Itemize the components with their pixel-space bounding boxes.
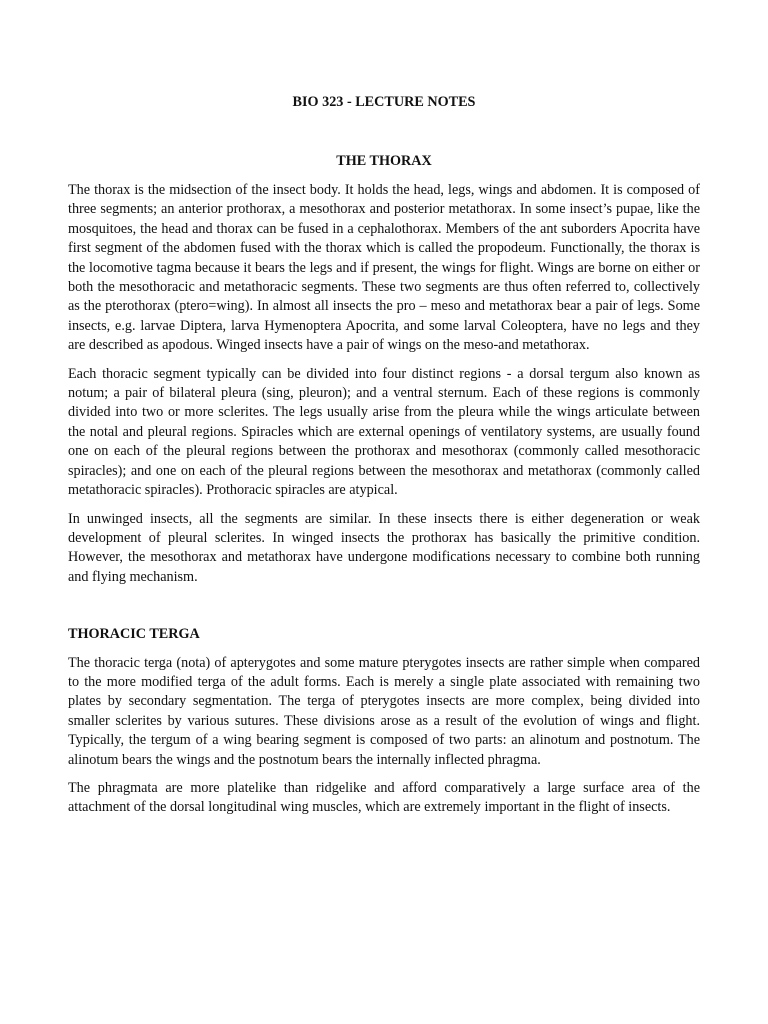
subsection-title: THORACIC TERGA	[68, 626, 200, 643]
paragraph-thoracic-regions: Each thoracic segment typically can be divided into four distinct regions - a dorsal tergum also known as notum; a pair of bilateral pleura (sing, pleuron); and a ventral sternum. Each of these regions is commonly divided into two or more sclerites. The legs usually arise from the pleura while the wings articulate between the notal and pleural regions. Spiracles which are external openings of ventilatory systems, are usually found one on each of the pleural regions between the prothorax and mesothorax (commonly called mesothoracic spiracles); and one on each of the pleural regions between the mesothorax and metathorax (commonly called metathoracic spiracles). Prothoracic spiracles are atypical.	[68, 365, 700, 499]
paragraph-phragmata: The phragmata are more platelike than ridgelike and afford comparatively a large surface area of the attachment of the dorsal longitudinal wing muscles, which are extremely important in the flight of insects.	[68, 779, 700, 816]
paragraph-unwinged-insects: In unwinged insects, all the segments are similar. In these insects there is either degeneration or weak development of pleural sclerites. In winged insects the prothorax has basically the primitive condition. However, the mesothorax and metathorax have undergone modifications necessary to combine both running and flying mechanism.	[68, 510, 700, 585]
paragraph-thorax-intro: The thorax is the midsection of the insect body. It holds the head, legs, wings and abdomen. It is composed of three segments; an anterior prothorax, a mesothorax and posterior metathorax. In some insect’s pupae, like the mosquitoes, the head and thorax can be fused in a cephalothorax. Members of the ant suborders Apocrita have first segment of the abdomen fused with the thorax which is called the propodeum. Functionally, the thorax is the locomotive tagma because it bears the legs and if present, the wings for flight. Wings are borne on either or both the mesothoracic and metathoracic segments. These two segments are thus often referred to, collectively as the pterothorax (ptero=wing). In almost all insects the pro – meso and metathorax bear a pair of legs. Some insects, e.g. larvae Diptera, larva Hymenoptera Apocrita, and some larval Coleoptera, have no legs and they are described as apodous. Winged insects have a pair of wings on the meso-and metathorax.	[68, 182, 700, 354]
document-title: BIO 323 - LECTURE NOTES	[292, 94, 476, 110]
paragraph-thoracic-terga: The thoracic terga (nota) of apterygotes and some mature pterygotes insects are rather simple when compared to the more modified terga of the adult forms. Each is merely a single plate associated with remaining two plates by secondary segmentation. The terga of pterygotes insects are more complex, being divided into smaller sclerites by various sutures. These divisions arose as a result of the evolution of wings and flight. Typically, the tergum of a wing bearing segment is composed of two parts: an alinotum and postnotum. The alinotum bears the wings and the postnotum bears the internally inflected phragma.	[68, 654, 700, 768]
section-title: THE THORAX	[336, 153, 432, 169]
document-body	[68, 181, 700, 827]
